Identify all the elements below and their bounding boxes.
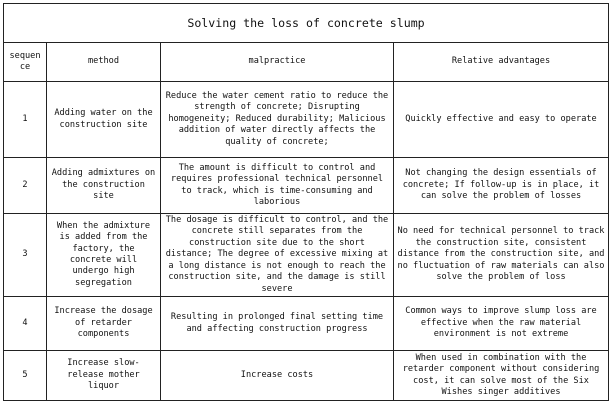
cell-sequence[interactable]: 4 <box>4 297 47 351</box>
header-row <box>4 43 609 82</box>
table-row <box>4 214 609 297</box>
table-row <box>4 158 609 214</box>
slump-loss-table <box>3 3 609 401</box>
cell-advantages[interactable]: Not changing the design essentials of concrete; If follow-up is in place, it can solve the problem of losses <box>394 158 609 214</box>
header-sequence[interactable]: sequence <box>4 43 47 82</box>
cell-malpractice[interactable]: Increase costs <box>161 351 394 401</box>
table-row <box>4 351 609 401</box>
cell-method[interactable]: Adding admixtures on the construction site <box>47 158 161 214</box>
cell-advantages[interactable]: Common ways to improve slump loss are effective when the raw material environment is not extreme <box>394 297 609 351</box>
table-row <box>4 82 609 158</box>
cell-malpractice[interactable]: Reduce the water cement ratio to reduce the strength of concrete; Disrupting homogeneity; Reduced durability; Malicious addition of water directly affects the quality of concrete; <box>161 82 394 158</box>
header-malpractice[interactable]: malpractice <box>161 43 394 82</box>
cell-malpractice[interactable]: The dosage is difficult to control, and the concrete still separates from the construction site due to the short distance; The degree of excessive mixing at a long distance is not enough to reach the construction site, and the damage is still severe <box>161 214 394 297</box>
cell-method[interactable]: When the admixture is added from the factory, the concrete will undergo high segregation <box>47 214 161 297</box>
cell-method[interactable]: Increase slow-release mother liquor <box>47 351 161 401</box>
cell-malpractice[interactable]: Resulting in prolonged final setting time and affecting construction progress <box>161 297 394 351</box>
cell-sequence[interactable]: 5 <box>4 351 47 401</box>
cell-sequence[interactable]: 1 <box>4 82 47 158</box>
cell-malpractice[interactable]: The amount is difficult to control and requires professional technical personnel to track, which is time-consuming and laborious <box>161 158 394 214</box>
cell-sequence[interactable]: 2 <box>4 158 47 214</box>
header-advantages[interactable]: Relative advantages <box>394 43 609 82</box>
cell-advantages[interactable]: Quickly effective and easy to operate <box>394 82 609 158</box>
cell-sequence[interactable]: 3 <box>4 214 47 297</box>
cell-method[interactable]: Increase the dosage of retarder components <box>47 297 161 351</box>
cell-advantages[interactable]: No need for technical personnel to track the construction site, consistent distance from the construction site, and no fluctuation of raw materials can also solve the problem of loss <box>394 214 609 297</box>
spreadsheet-sheet <box>3 3 609 401</box>
header-method[interactable]: method <box>47 43 161 82</box>
cell-advantages[interactable]: When used in combination with the retarder component without considering cost, it can solve most of the Six Wishes singer additives <box>394 351 609 401</box>
table-title[interactable]: Solving the loss of concrete slump <box>4 4 609 43</box>
table-row <box>4 297 609 351</box>
title-row <box>4 4 609 43</box>
cell-method[interactable]: Adding water on the construction site <box>47 82 161 158</box>
